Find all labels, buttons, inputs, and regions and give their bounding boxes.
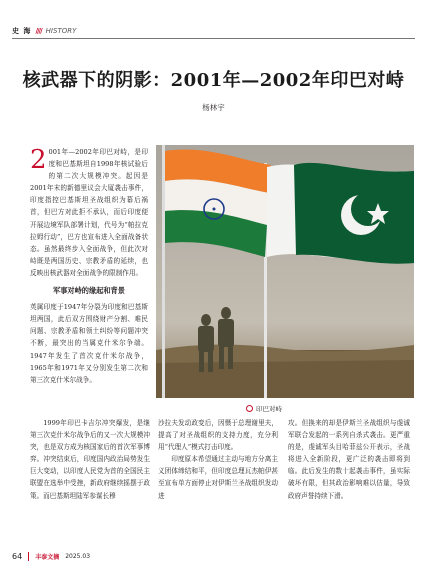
article-title: 核武器下的阴影：2001年—2002年印巴对峙: [22, 70, 405, 91]
article-lead: [30, 146, 148, 386]
body-paragraph-1: 英属印度于1947年分裂为印度和巴基斯坦两国，此后双方围绕财产分割、难民问题、宗教矛盾和领土纠纷等问题冲突不断，最突出的当属克什米尔争端。1947年发生了首次克什米尔战争，1965年和1971年又分别发生第二次和第三次克什米尔战争。: [30, 303, 148, 384]
magazine-name: 丰泰文摘: [35, 554, 60, 561]
section-header: [12, 26, 76, 36]
page-number: 64: [12, 552, 23, 561]
caption-text: 印巴对峙: [256, 405, 282, 413]
column-3: [288, 417, 410, 539]
column-2: [158, 417, 278, 539]
footer-divider: [28, 552, 29, 561]
body-paragraph-2: 1999年印巴卡吉尔冲突爆发，是继第三次克什米尔战争后的又一次大规模冲突，也是双方成为核国家后的首次军事博弈。冲突结束后，印度国内政治局势发生巨大变动，以印度人民党为首的全国民主联盟在选举中受挫，新政府继续摇摆于政策。而巴基斯坦陆军参谋长穆: [30, 419, 150, 500]
section-subheading: 军事对峙的缘起和背景: [53, 286, 125, 296]
article-photo: [156, 145, 414, 398]
column-1-lower: [30, 417, 150, 539]
section-name: 史 海: [12, 27, 32, 35]
body-paragraph-3: 沙拉夫发动政变后，因慑于总理谢里夫，提高了对圣战组织的支持力度，充分利用“代理人”模式打击印度。: [158, 419, 278, 452]
lead-text: 001年—2002年印巴对峙，是印度和巴基斯坦自1998年核试验后的第二次大规模冲突。起因是2001年末的新德里议会大厦袭击事件，印度指控巴基斯坦圣战组织为幕后祸首，但巴方对此拒不承认，而后印度便开展边境军队部署计划，代号为“帕拉克拉姆行动”，巴方也宣布进入全面战备状态。虽然最终步入全面战争，但此次对峙既是两国历史、宗教矛盾的延续，也反映出核武器对全面战争的限制作用。: [30, 148, 148, 277]
page-footer: [12, 552, 90, 561]
section-divider-slashes: ////: [35, 27, 42, 35]
photo-caption: [246, 404, 282, 413]
flags-photo-illustration: [156, 145, 414, 398]
issue-number: 2025.03: [65, 553, 91, 560]
body-paragraph-5: 攻。但换来的却是伊斯兰圣战组织与虔诚军联合发起的一系列自杀式袭击。更严重的是，虔诚军头目哈菲兹公开表示，圣战将进入全新阶段，更广泛的袭击即将到临。此后发生的数十起袭击事件，虽实际破坏有限，但其政治影响难以估量，导致政府声誉持续下滑。: [288, 419, 410, 500]
india-flag: [165, 150, 271, 257]
article-author: 杨林宇: [202, 103, 225, 112]
pakistan-flag: [267, 163, 414, 264]
dropcap: 2: [30, 145, 47, 175]
section-name-english: HISTORY: [45, 27, 77, 35]
camera-icon: [246, 405, 253, 412]
body-paragraph-4: 印度原本希望通过主动与地方分离主义团体缔结和平，但印度总理瓦杰帕伊甚至宣布单方面停止对伊斯兰圣战组织发动进: [158, 455, 278, 500]
flagpole-left: [162, 145, 165, 398]
header-rule: [12, 38, 415, 39]
lead-paragraph: [30, 146, 148, 279]
